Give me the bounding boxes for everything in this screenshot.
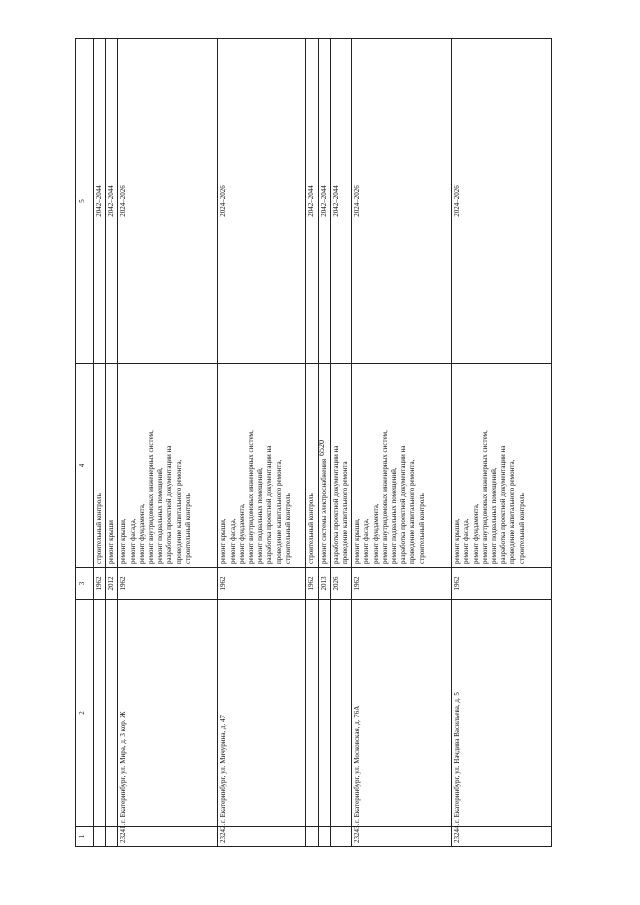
work-type-line: разработка проектной документации на: [399, 445, 408, 564]
table-row: [218, 39, 306, 847]
header-cell: 5: [76, 39, 94, 364]
row-period: 2042–2044: [306, 39, 318, 364]
row-work-types: [94, 364, 106, 568]
row-address: г. Екатеринбург, ул. Мичурина, д. 47: [218, 600, 306, 827]
work-type-line: ремонт крыши,: [453, 518, 462, 564]
row-number: 23243.: [352, 827, 452, 847]
page-number: 6520: [317, 440, 326, 456]
work-type-line: ремонт фундамента,: [237, 503, 246, 564]
work-type-line: ремонт крыши,: [353, 518, 362, 564]
work-type-line: строительный контроль: [95, 493, 103, 564]
work-type-line: проведение капитального ремонта: [341, 461, 350, 564]
work-type-line: строительный контроль: [417, 493, 426, 564]
work-type-line: проведение капитального ремонта,: [408, 459, 417, 564]
work-type-line: ремонт подвальных помещений,: [490, 467, 499, 564]
work-type-line: строительный контроль: [283, 493, 292, 564]
table-row: [306, 39, 318, 847]
table-row: [118, 39, 218, 847]
work-type-line: ремонт фундамента,: [137, 503, 146, 564]
work-type-line: ремонт подвальных помещений,: [256, 467, 265, 564]
work-type-line: проведение капитального ремонта,: [508, 459, 517, 564]
row-number: [94, 827, 106, 847]
work-type-line: разработка проектной документации на: [499, 445, 508, 564]
row-number: [306, 827, 318, 847]
row-period: 2042–2044: [318, 39, 330, 364]
work-type-line: ремонт внутридомовых инженерных систем,: [147, 430, 156, 564]
row-work-types: [318, 364, 330, 568]
table-body: [94, 39, 552, 847]
table-row: [452, 39, 552, 847]
work-type-line: ремонт фасада,: [228, 518, 237, 564]
row-work-types: [330, 364, 351, 568]
work-type-line: ремонт крыши,: [219, 518, 228, 564]
rotated-table-container: [75, 39, 575, 847]
work-type-line: ремонт фасада,: [362, 518, 371, 564]
row-year: 2013: [318, 568, 330, 600]
row-year: 1962: [218, 568, 306, 600]
table-row: [352, 39, 452, 847]
header-cell: 3: [76, 568, 94, 600]
work-type-line: проведение капитального ремонта,: [174, 459, 183, 564]
work-type-line: строительный контроль: [517, 493, 526, 564]
row-address: [94, 600, 106, 827]
work-type-line: ремонт крыши,: [119, 518, 128, 564]
repair-schedule-table: [75, 38, 552, 847]
row-address: [106, 600, 118, 827]
row-work-types: [118, 364, 218, 568]
row-address: [318, 600, 330, 827]
row-number: [106, 827, 118, 847]
row-address: [330, 600, 351, 827]
row-period: 2024–2026: [352, 39, 452, 364]
row-year: 2012: [106, 568, 118, 600]
work-type-line: ремонт фасада,: [462, 518, 471, 564]
row-number: [318, 827, 330, 847]
row-year: 1962: [352, 568, 452, 600]
row-number: 23242.: [218, 827, 306, 847]
header-cell: 1: [76, 827, 94, 847]
table-row: [330, 39, 351, 847]
row-period: 2024–2026: [218, 39, 306, 364]
work-type-line: ремонт внутридомовых инженерных систем,: [480, 430, 489, 564]
work-type-line: ремонт подвальных помещений,: [390, 467, 399, 564]
row-period: 2042–2044: [330, 39, 351, 364]
row-period: 2042–2044: [94, 39, 106, 364]
table-header: [76, 39, 94, 847]
row-work-types: [106, 364, 118, 568]
work-type-line: ремонт внутридомовых инженерных систем,: [247, 430, 256, 564]
row-year: 1962: [452, 568, 552, 600]
row-period: 2024–2026: [452, 39, 552, 364]
table-row: [94, 39, 106, 847]
work-type-line: ремонт фундамента,: [471, 503, 480, 564]
row-work-types: [452, 364, 552, 568]
work-type-line: ремонт крыши: [107, 520, 116, 564]
work-type-line: проведение капитального ремонта,: [274, 459, 283, 564]
row-address: г. Екатеринбург, ул. Мира, д. 3 кор. Ж: [118, 600, 218, 827]
work-type-line: строительный контроль: [183, 493, 192, 564]
row-year: 2026: [330, 568, 351, 600]
work-type-line: ремонт фасада,: [128, 518, 137, 564]
header-cell: 4: [76, 364, 94, 568]
row-period: 2024–2026: [118, 39, 218, 364]
work-type-line: ремонт системы электроснабжения: [319, 458, 328, 564]
work-type-line: ремонт внутридомовых инженерных систем,: [380, 430, 389, 564]
row-work-types: [306, 364, 318, 568]
row-year: 1962: [118, 568, 218, 600]
row-number: 23244.: [452, 827, 552, 847]
work-type-line: разработка проектной документации на: [165, 445, 174, 564]
table-row: [318, 39, 330, 847]
header-cell: 2: [76, 600, 94, 827]
row-address: г. Екатеринбург, ул. Начдива Васильева, д. 5: [452, 600, 552, 827]
row-year: 1962: [306, 568, 318, 600]
work-type-line: разработка проектной документации на: [331, 445, 340, 564]
table-row: [106, 39, 118, 847]
row-number: 23241.: [118, 827, 218, 847]
work-type-line: ремонт фундамента,: [371, 503, 380, 564]
work-type-line: разработка проектной документации на: [265, 445, 274, 564]
row-year: 1962: [94, 568, 106, 600]
row-address: г. Екатеринбург, ул. Московская, д. 76А: [352, 600, 452, 827]
row-work-types: [352, 364, 452, 568]
work-type-line: строительный контроль: [307, 493, 316, 564]
row-address: [306, 600, 318, 827]
row-work-types: [218, 364, 306, 568]
work-type-line: ремонт подвальных помещений,: [156, 467, 165, 564]
row-period: 2042–2044: [106, 39, 118, 364]
row-number: [330, 827, 351, 847]
